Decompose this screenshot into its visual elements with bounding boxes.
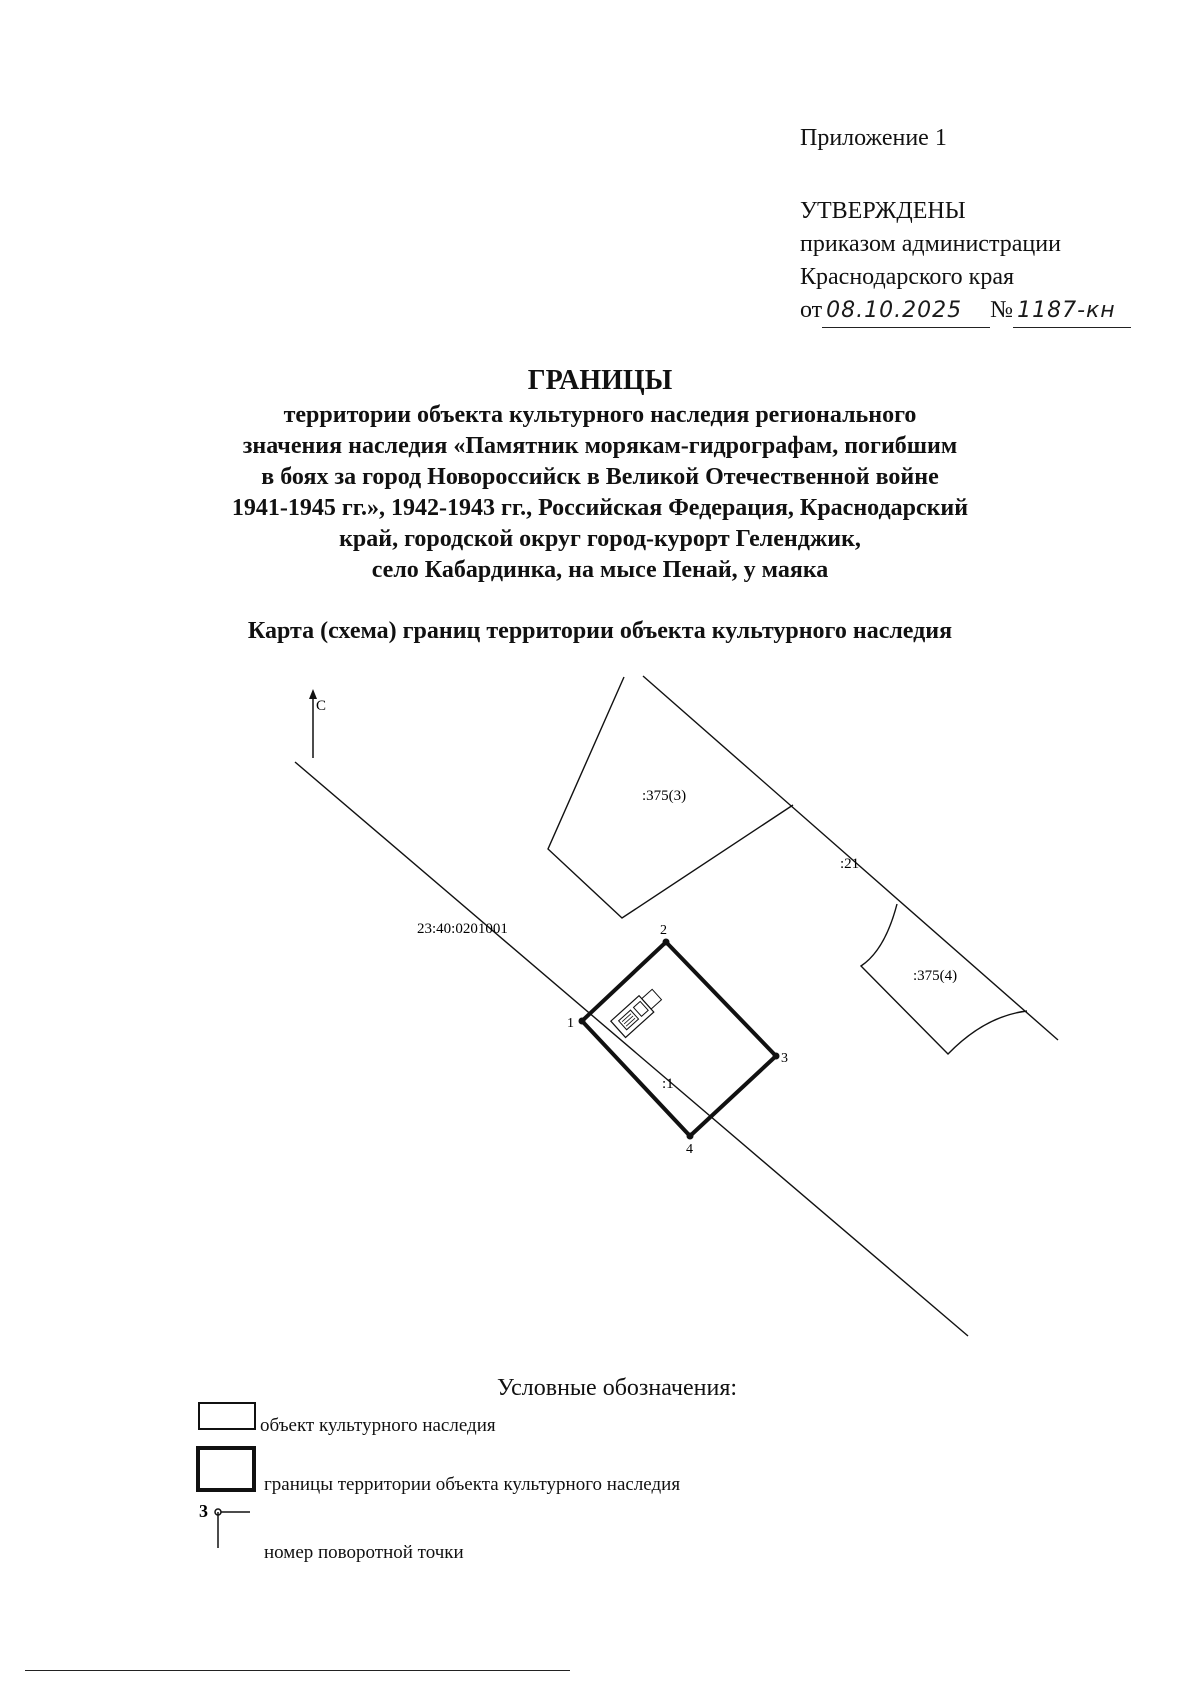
number-prefix: №	[990, 297, 1014, 323]
parcel-label-21: :21	[840, 856, 860, 872]
order-line-1: приказом администрации	[800, 231, 1061, 257]
map-heading: Карта (схема) границ территории объекта культурного наследия	[247, 618, 953, 644]
subtitle-line: 1941-1945 гг.», 1942-1943 гг., Российская Федерация, Краснодарский	[231, 495, 969, 521]
subtitle-line: значения наследия «Памятник морякам-гидрографам, погибшим	[242, 433, 958, 459]
quarter-boundary-line	[295, 762, 968, 1336]
turning-point-2	[660, 923, 670, 946]
date-value: 08.10.2025	[822, 294, 990, 328]
parcel-label-1: :1	[662, 1076, 674, 1092]
turning-point-4-label: 4	[686, 1142, 693, 1157]
subtitle-line: село Кабардинка, на мысе Пенай, у маяка	[371, 557, 829, 583]
number-value: 1187-кн	[1013, 294, 1131, 328]
parcel-label-375-3: :375(3)	[642, 788, 687, 804]
legend-point-symbol	[196, 1500, 266, 1550]
turning-point-2-label: 2	[660, 923, 667, 938]
legend-object-label: объект культурного наследия	[260, 1415, 496, 1436]
legend-point-sample-label: 3	[199, 1501, 208, 1521]
turning-point-4	[686, 1133, 694, 1158]
turning-point-1	[567, 1016, 586, 1031]
date-prefix: от	[800, 297, 823, 323]
legend-boundary-swatch	[196, 1446, 256, 1492]
turning-point-3-label: 3	[781, 1051, 788, 1066]
subtitle-line: в боях за город Новороссийск в Великой Отечественной войне	[261, 464, 939, 490]
document-title: ГРАНИЦЫ	[527, 365, 673, 396]
appendix-label: Приложение 1	[800, 125, 947, 151]
footer-divider	[25, 1670, 570, 1671]
subtitle-line: край, городской округ город-курорт Геленджик,	[339, 526, 861, 552]
north-label: С	[316, 698, 327, 714]
legend-title: Условные обозначения:	[497, 1375, 738, 1401]
monument-object	[611, 986, 664, 1037]
legend-object-swatch	[198, 1402, 256, 1430]
subtitle-line: территории объекта культурного наследия регионального	[283, 402, 917, 428]
quarter-label: 23:40:0201001	[417, 921, 508, 937]
legend-boundary-label: границы территории объекта культурного наследия	[264, 1474, 681, 1495]
legend-point-label: номер поворотной точки	[264, 1542, 464, 1563]
order-line-2: Краснодарского края	[800, 264, 1015, 290]
approved-label: УТВЕРЖДЕНЫ	[800, 198, 966, 224]
territory-boundary	[582, 942, 776, 1136]
turning-point-1-label: 1	[567, 1016, 574, 1031]
turning-point-3	[773, 1051, 789, 1066]
parcel-label-375-4: :375(4)	[913, 968, 958, 984]
